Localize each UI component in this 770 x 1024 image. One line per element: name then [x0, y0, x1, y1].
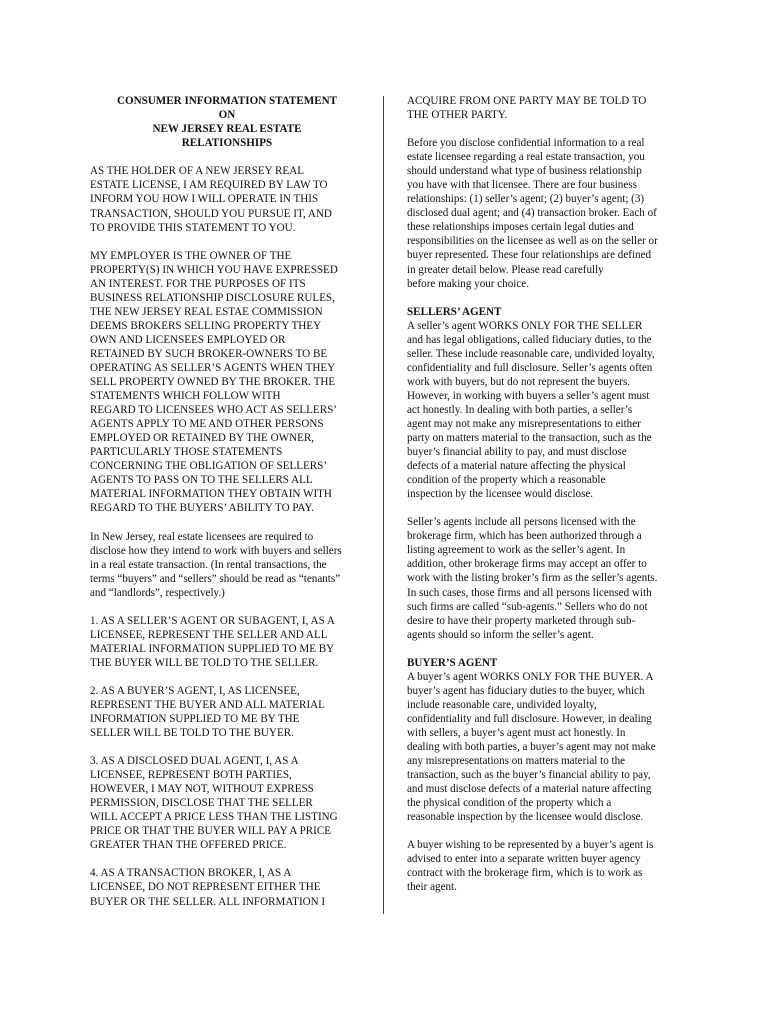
column-divider [383, 96, 384, 914]
sellers-agent-paragraph: A seller’s agent WORKS ONLY FOR THE SELLER and has legal obligations, called fiduciary duties, to the seller. These include reasonable care, undivided loyalty, confidentiality and full disclosure. Seller’s agents often work with buyers, but do not represent the buyers. However, in working with buyers a seller’s agent must act honestly. In dealing with both parties, a seller’s agent may not make any misrepresentations to either party on matters material to the transaction, such as the buyer’s financial ability to pay, and must disclose defects of a material nature affecting the physical condition of the property which a reasonable inspection by the licensee would disclose. [407, 319, 655, 501]
transaction-broker-continuation: ACQUIRE FROM ONE PARTY MAY BE TOLD TO THE OTHER PARTY. [407, 95, 647, 122]
employer-owner-paragraph: MY EMPLOYER IS THE OWNER OF THE PROPERTY(S) IN WHICH YOU HAVE EXPRESSED AN INTEREST. FOR THE PURPOSES OF ITS BUSINESS RELATIONSHIP DISCLOSURE RULES, THE NEW JERSEY REAL ESTAE COMMISSION DEEMS BROKERS SELLING PROPERTY THEY OWN AND LICENSEES EMPLOYED OR RETAINED BY SUCH BROKER-OWNERS TO BE OPERATING AS SELLER’S AGENTS WHEN THEY SELL PROPERTY OWNED BY THE BROKER. THE STATEMENTS WHICH FOLLOW WITH REGARD TO LICENSEES WHO ACT AS SELLERS’ AGENTS APPLY TO ME AND OTHER PERSONS EMPLOYED OR RETAINED BY THE OWNER, PARTICULARLY THOSE STATEMENTS CONCERNING THE OBLIGATION OF SELLERS’ AGENTS TO PASS ON TO THE SELLERS ALL MATERIAL INFORMATION THEY OBTAIN WITH REGARD TO THE BUYERS’ ABILITY TO PAY. [90, 249, 338, 515]
left-column [90, 94, 364, 909]
document-title: CONSUMER INFORMATION STATEMENT ON NEW JERSEY REAL ESTATE RELATIONSHIPS [116, 95, 338, 150]
buyer-agency-contract-paragraph: A buyer wishing to be represented by a buyer’s agent is advised to enter into a separate written buyer agency contract with the brokerage firm, which is to work as their agent. [407, 839, 654, 894]
business-relationships-paragraph: Before you disclose confidential information to a real estate licensee regarding a real estate transaction, you should understand what type of business relationship you have with that licensee. There are four business relationships: (1) seller’s agent; (2) buyer’s agent; (3) disclosed dual agent; and (4) transaction broker. Each of these relationships imposes certain legal duties and responsibilities on the licensee as well as on the seller or buyer represented. These four relationships are defined in greater detail below. Please read carefully before making your choice. [407, 137, 658, 290]
buyers-agent-paragraph: A buyer’s agent WORKS ONLY FOR THE BUYER. A buyer’s agent has fiduciary duties to the buyer, which include reasonable care, undivided loyalty, confidentiality and full disclosure. However, in dealing with sellers, a buyer’s agent must act honestly. In dealing with both parties, a buyer’s agent may not make any misrepresentations on matters material to the transaction, such as the buyer’s financial ability to pay, and must disclose defects of a material nature affecting the physical condition of the property which a reasonable inspection by the licensee would disclose. [407, 670, 656, 824]
right-column [407, 94, 682, 894]
disclosure-intro-paragraph: In New Jersey, real estate licensees are required to disclose how they intend to work with buyers and sellers in a real estate transaction. (In rental transactions, the terms “buyers” and “sellers” should be read as “tenants” and “landlords”, respectively.) [90, 530, 342, 599]
buyers-agent-heading: BUYER’S AGENT [407, 656, 498, 669]
sub-agents-paragraph: Seller’s agents include all persons licensed with the brokerage firm, which has been authorized through a listing agreement to work as the seller’s agent. In addition, other brokerage firms may accept an offer to work with the listing broker’s firm as the seller’s agents. In such cases, those firms and all persons licensed with such firms are called “sub-agents.” Sellers who do not desire to have their property marketed through sub- agents should so inform the seller’s agent. [407, 516, 658, 641]
sellers-agent-heading: SELLERS’ AGENT [407, 305, 502, 318]
buyers-agent-statement: 2. AS A BUYER’S AGENT, I, AS LICENSEE, REPRESENT THE BUYER AND ALL MATERIAL INFORMATION SUPPLIED TO ME BY THE SELLER WILL BE TOLD TO THE BUYER. [90, 684, 325, 740]
dual-agent-statement: 3. AS A DISCLOSED DUAL AGENT, I, AS A LICENSEE, REPRESENT BOTH PARTIES, HOWEVER, I MAY NOT, WITHOUT EXPRESS PERMISSION, DISCLOSE THAT THE SELLER WILL ACCEPT A PRICE LESS THAN THE LISTING PRICE OR THAT THE BUYER WILL PAY A PRICE GREATER THAN THE OFFERED PRICE. [90, 755, 338, 852]
transaction-broker-statement: 4. AS A TRANSACTION BROKER, I, AS A LICENSEE, DO NOT REPRESENT EITHER THE BUYER OR THE SELLER. ALL INFORMATION I [90, 867, 326, 908]
license-notice-paragraph: AS THE HOLDER OF A NEW JERSEY REAL ESTATE LICENSE, I AM REQUIRED BY LAW TO INFORM YOU HOW I WILL OPERATE IN THIS TRANSACTION, SHOULD YOU PURSUE IT, AND TO PROVIDE THIS STATEMENT TO YOU. [90, 165, 332, 234]
sellers-agent-statement: 1. AS A SELLER’S AGENT OR SUBAGENT, I, AS A LICENSEE, REPRESENT THE SELLER AND ALL MATERIAL INFORMATION SUPPLIED TO ME BY THE BUYER WILL BE TOLD TO THE SELLER. [90, 614, 335, 669]
